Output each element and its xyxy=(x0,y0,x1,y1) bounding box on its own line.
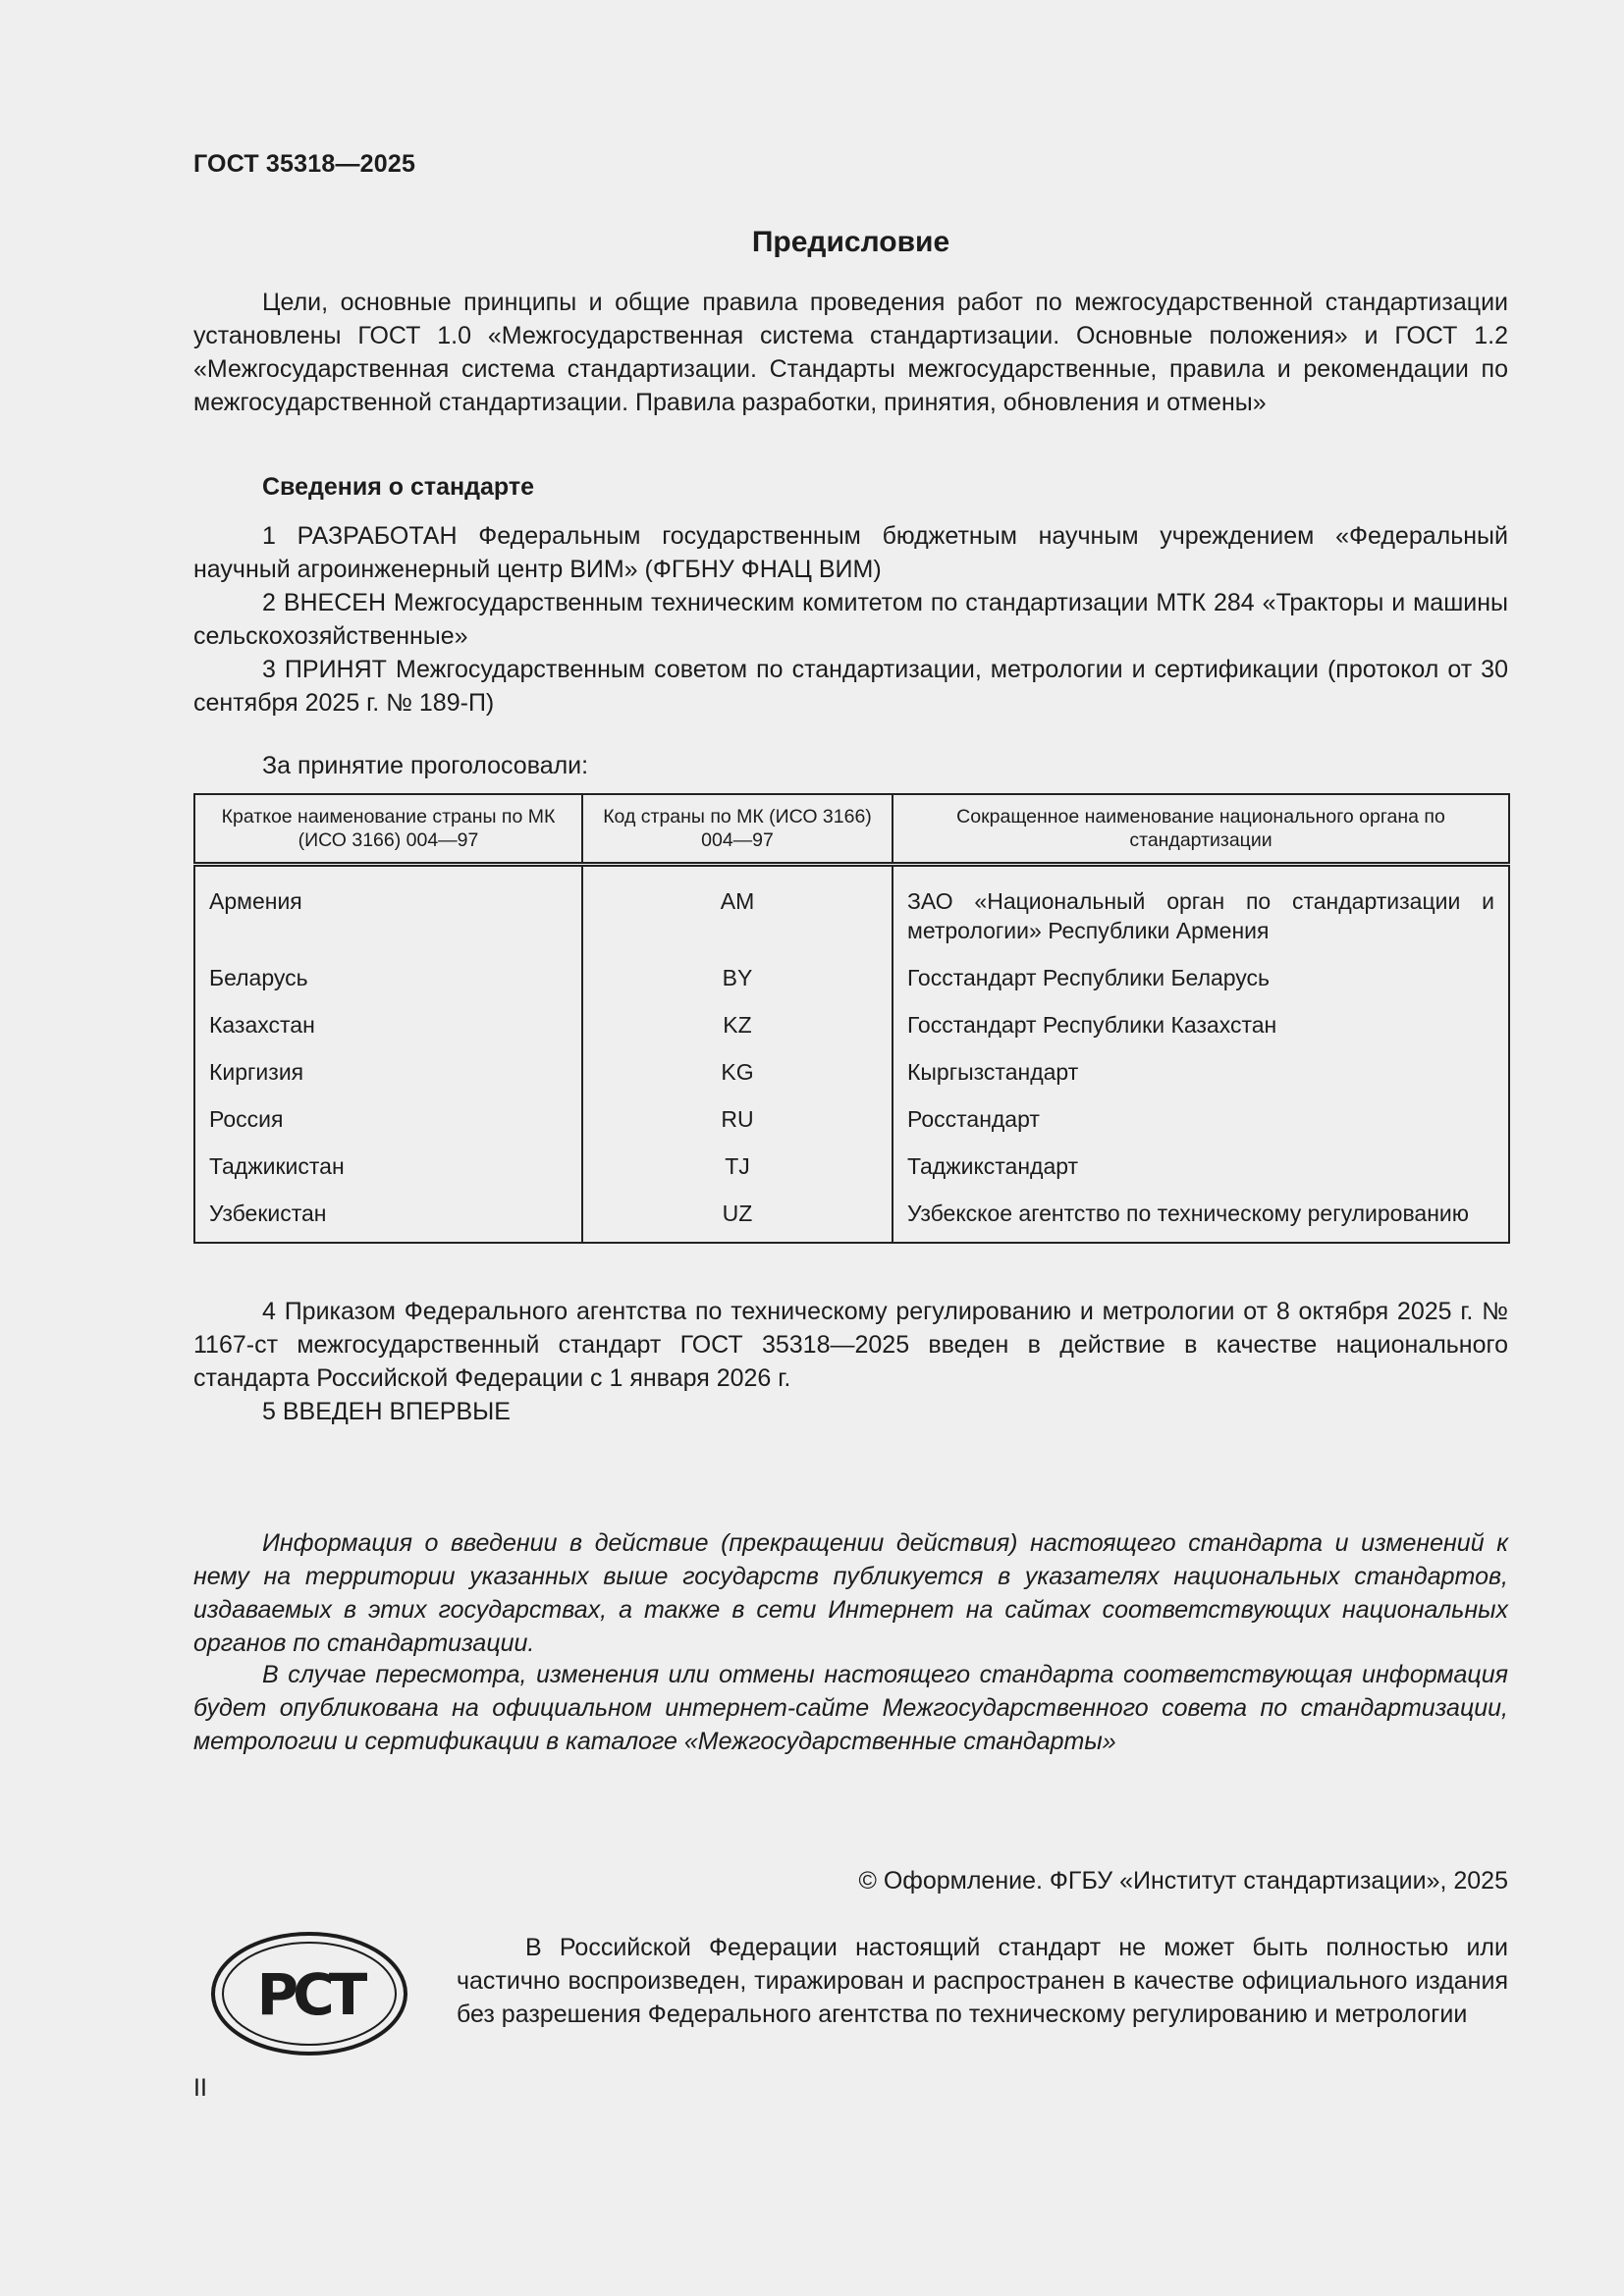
intro-paragraph: Цели, основные принципы и общие правила проведения работ по межгосударственной стандартизации установлены ГОСТ 1.0 «Межгосударственная система стандартизации. Основные положения» и ГОСТ 1.2 «Межгосударственная система стандартизации. Стандарты межгосударственные, правила и рекомендации по межгосударственной стандартизации. Правила разработки, принятия, обновления и отмены» xyxy=(193,289,1508,416)
info-heading: Сведения о стандарте xyxy=(262,473,535,501)
header-country: Краткое наименование страны по МК (ИСО 3166) 004—97 xyxy=(194,794,582,865)
organ-cell: Таджикстандарт xyxy=(893,1140,1509,1187)
table-row xyxy=(194,951,1509,998)
code-cell: RU xyxy=(582,1093,893,1140)
header-organ: Сокращенное наименование национального органа по стандартизации xyxy=(893,794,1509,865)
gost-r-mark-icon xyxy=(210,1930,408,2057)
organ-cell: Госстандарт Республики Беларусь xyxy=(893,951,1509,998)
item-4: 4 Приказом Федерального агентства по техническому регулированию и метрологии от 8 октября 2025 г. № 1167-ст межгосударственный стандарт ГОСТ 35318—2025 введен в действие в качестве национального стандарта Российской Федерации с 1 января 2026 г. xyxy=(193,1298,1508,1392)
country-cell: Армения xyxy=(194,865,582,952)
votes-label: За принятие проголосовали: xyxy=(262,752,589,779)
table-row xyxy=(194,1045,1509,1093)
table-header-row xyxy=(194,794,1509,865)
copyright-notice: В Российской Федерации настоящий стандарт не может быть полностью или частично воспроизведен, тиражирован и распространен в качестве официального издания без разрешения Федерального агентства по техническому регулированию и метрологии xyxy=(457,1934,1508,2028)
code-cell: AM xyxy=(582,865,893,952)
info-italic-1: Информация о введении в действие (прекращении действия) настоящего стандарта и изменений к нему на территории указанных выше государств публикуется в указателях национальных стандартов, издаваемых в этих государствах, а также в сети Интернет на сайтах соответствующих национальных органов по стандартизации. xyxy=(193,1529,1508,1657)
code-cell: UZ xyxy=(582,1187,893,1243)
info-italic-2: В случае пересмотра, изменения или отмены настоящего стандарта соответствующая информация будет опубликована на официальном интернет-сайте Межгосударственного совета по стандартизации, метрологии и сертификации в каталоге «Межгосударственные стандарты» xyxy=(193,1661,1508,1755)
code-cell: BY xyxy=(582,951,893,998)
organ-cell: Росстандарт xyxy=(893,1093,1509,1140)
organ-cell: Кыргызстандарт xyxy=(893,1045,1509,1093)
organ-cell: Госстандарт Республики Казахстан xyxy=(893,998,1509,1045)
svg-text:РСТ: РСТ xyxy=(256,1961,362,2028)
country-cell: Беларусь xyxy=(194,951,582,998)
page-number: II xyxy=(193,2074,207,2102)
header-code: Код страны по МК (ИСО 3166) 004—97 xyxy=(582,794,893,865)
organ-cell: ЗАО «Национальный орган по стандартизации и метрологии» Республики Армения xyxy=(893,865,1509,952)
country-cell: Узбекистан xyxy=(194,1187,582,1243)
document-page xyxy=(193,0,1508,2296)
item-5: 5 ВВЕДЕН ВПЕРВЫЕ xyxy=(262,1398,511,1425)
table-row xyxy=(194,1187,1509,1243)
country-cell: Россия xyxy=(194,1093,582,1140)
country-cell: Киргизия xyxy=(194,1045,582,1093)
code-cell: KZ xyxy=(582,998,893,1045)
table-row xyxy=(194,865,1509,952)
country-cell: Таджикистан xyxy=(194,1140,582,1187)
item-3: 3 ПРИНЯТ Межгосударственным советом по стандартизации, метрологии и сертификации (протокол от 30 сентября 2025 г. № 189-П) xyxy=(193,656,1508,717)
country-cell: Казахстан xyxy=(194,998,582,1045)
organ-cell: Узбекское агентство по техническому регулированию xyxy=(893,1187,1509,1243)
document-header: ГОСТ 35318—2025 xyxy=(193,150,416,178)
page-title: Предисловие xyxy=(751,226,950,258)
item-1: 1 РАЗРАБОТАН Федеральным государственным бюджетным научным учреждением «Федеральный научный агроинженерный центр ВИМ» (ФГБНУ ФНАЦ ВИМ) xyxy=(193,522,1508,583)
table-row xyxy=(194,998,1509,1045)
item-2: 2 ВНЕСЕН Межгосударственным техническим комитетом по стандартизации МТК 284 «Тракторы и машины сельскохозяйственные» xyxy=(193,589,1508,650)
table-row xyxy=(194,1140,1509,1187)
code-cell: TJ xyxy=(582,1140,893,1187)
table-row xyxy=(194,1093,1509,1140)
code-cell: KG xyxy=(582,1045,893,1093)
member-states-table xyxy=(193,793,1510,1244)
copyright-line: © Оформление. ФГБУ «Институт стандартизации», 2025 xyxy=(858,1867,1508,1895)
